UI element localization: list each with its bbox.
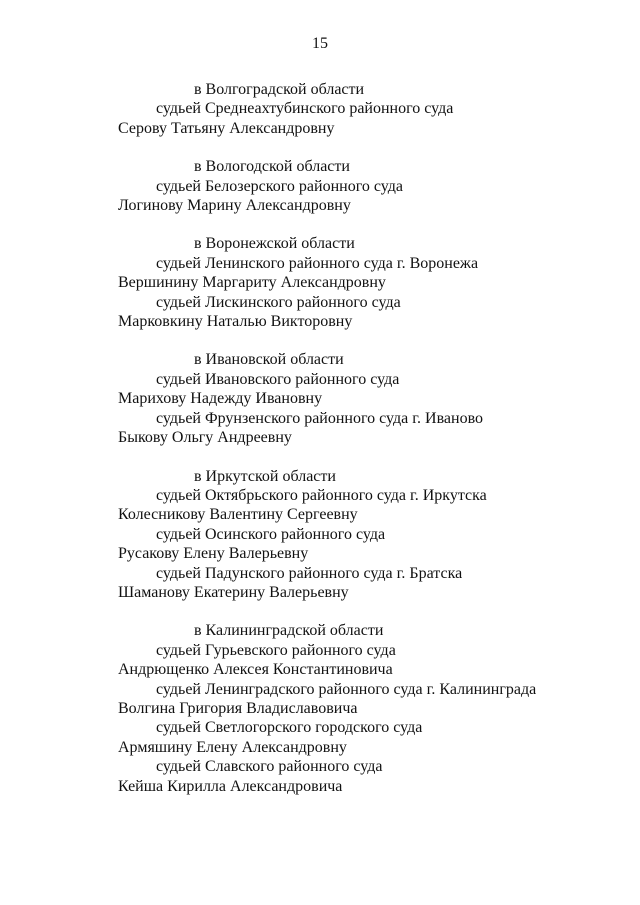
judge-name: Колесникову Валентину Сергеевну xyxy=(118,506,358,524)
judge-name: Андрющенко Алексея Константиновича xyxy=(118,661,393,679)
court-position: судьей Фрунзенского районного суда г. Иваново xyxy=(156,409,484,427)
page-number: 15 xyxy=(312,35,328,52)
court-position: судьей Ленинградского районного суда г. Калининграда xyxy=(156,680,537,698)
region-heading: в Иркутской области xyxy=(194,467,336,485)
court-position: судьей Белозерского районного суда xyxy=(156,177,403,195)
court-position: судьей Гурьевского районного суда xyxy=(156,641,396,659)
court-position: судьей Октябрьского районного суда г. Иркутска xyxy=(156,486,487,504)
court-position: судьей Лискинского районного суда xyxy=(156,293,401,311)
court-position: судьей Осинского районного суда xyxy=(156,525,386,543)
region-heading: в Ивановской области xyxy=(194,351,344,369)
court-position: судьей Славского районного суда xyxy=(156,758,383,776)
judge-name: Вершинину Маргариту Александровну xyxy=(118,274,386,292)
court-position: судьей Светлогорского городского суда xyxy=(156,719,423,737)
judge-name: Серову Татьяну Александровну xyxy=(118,119,335,137)
judge-name: Волгина Григория Владиславовича xyxy=(118,699,358,717)
region-section xyxy=(118,621,618,796)
region-heading: в Воронежской области xyxy=(194,235,355,253)
judge-name: Шаманову Екатерину Валерьевну xyxy=(118,583,349,601)
court-position: судьей Среднеахтубинского районного суда xyxy=(156,100,454,118)
region-heading: в Волгоградской области xyxy=(194,81,365,98)
region-heading: в Вологодской области xyxy=(194,158,350,176)
judge-name: Кейша Кирилла Александровича xyxy=(118,777,343,795)
region-section xyxy=(118,80,618,138)
region-heading: в Калининградской области xyxy=(194,622,384,640)
region-section xyxy=(118,350,618,447)
region-section xyxy=(118,467,618,603)
judge-name: Русакову Елену Валерьевну xyxy=(118,545,309,563)
court-position: судьей Ленинского районного суда г. Воронежа xyxy=(156,254,479,272)
judge-name: Марихову Надежду Ивановну xyxy=(118,390,323,408)
court-position: судьей Падунского районного суда г. Братска xyxy=(156,564,463,582)
judge-name: Логинову Марину Александровну xyxy=(118,197,351,215)
judge-name: Быкову Ольгу Андреевну xyxy=(118,429,292,447)
region-section xyxy=(118,157,618,215)
judge-name: Армяшину Елену Александровну xyxy=(118,738,347,756)
judge-name: Марковкину Наталью Викторовну xyxy=(118,313,353,331)
court-position: судьей Ивановского районного суда xyxy=(156,370,400,388)
region-section xyxy=(118,234,618,331)
appointments-list xyxy=(118,80,618,815)
